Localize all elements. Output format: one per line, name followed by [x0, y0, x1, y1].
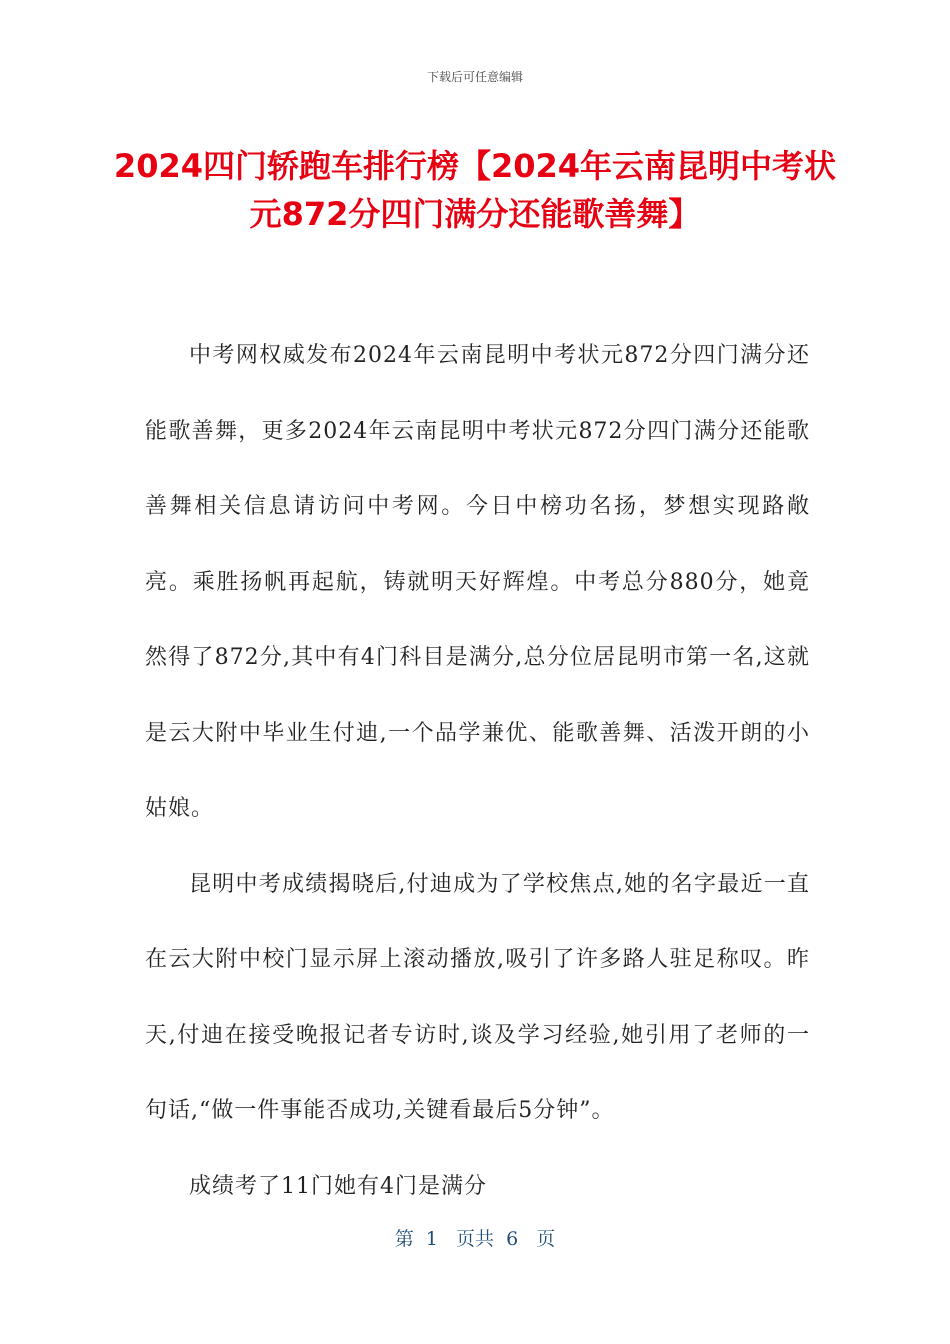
body-paragraph: 中考网权威发布2024年云南昆明中考状元872分四门满分还能歌善舞，更多2024年云南昆明中考状元872分四门满分还能歌善舞相关信息请访问中考网。今日中榜功名扬，梦想实现路敞亮。乘胜扬帆再起航，铸就明天好辉煌。中考总分880分，她竟然得了872分,其中有4门科目是满分,总分位居昆明市第一名,这就是云大附中毕业生付迪,一个品学兼优、能歌善舞、活泼开朗的小姑娘。: [145, 343, 810, 821]
page-header-note: 下载后可任意编辑: [426, 70, 523, 84]
document-title: 2024四门轿跑车排行榜【2024年云南昆明中考状元872分四门满分还能歌善舞】: [113, 147, 837, 233]
body-paragraph: 昆明中考成绩揭晓后,付迪成为了学校焦点,她的名字最近一直在云大附中校门显示屏上滚动播放,吸引了许多路人驻足称叹。昨天,付迪在接受晚报记者专访时,谈及学习经验,她引用了老师的一句话,“做一件事能否成功,关键看最后5分钟”。: [145, 871, 810, 1123]
body-paragraph: 成绩考了11门她有4门是满分: [189, 1173, 487, 1199]
document-body: [145, 318, 810, 1224]
page-number-footer: 第 1 页共 6 页: [394, 1228, 556, 1250]
